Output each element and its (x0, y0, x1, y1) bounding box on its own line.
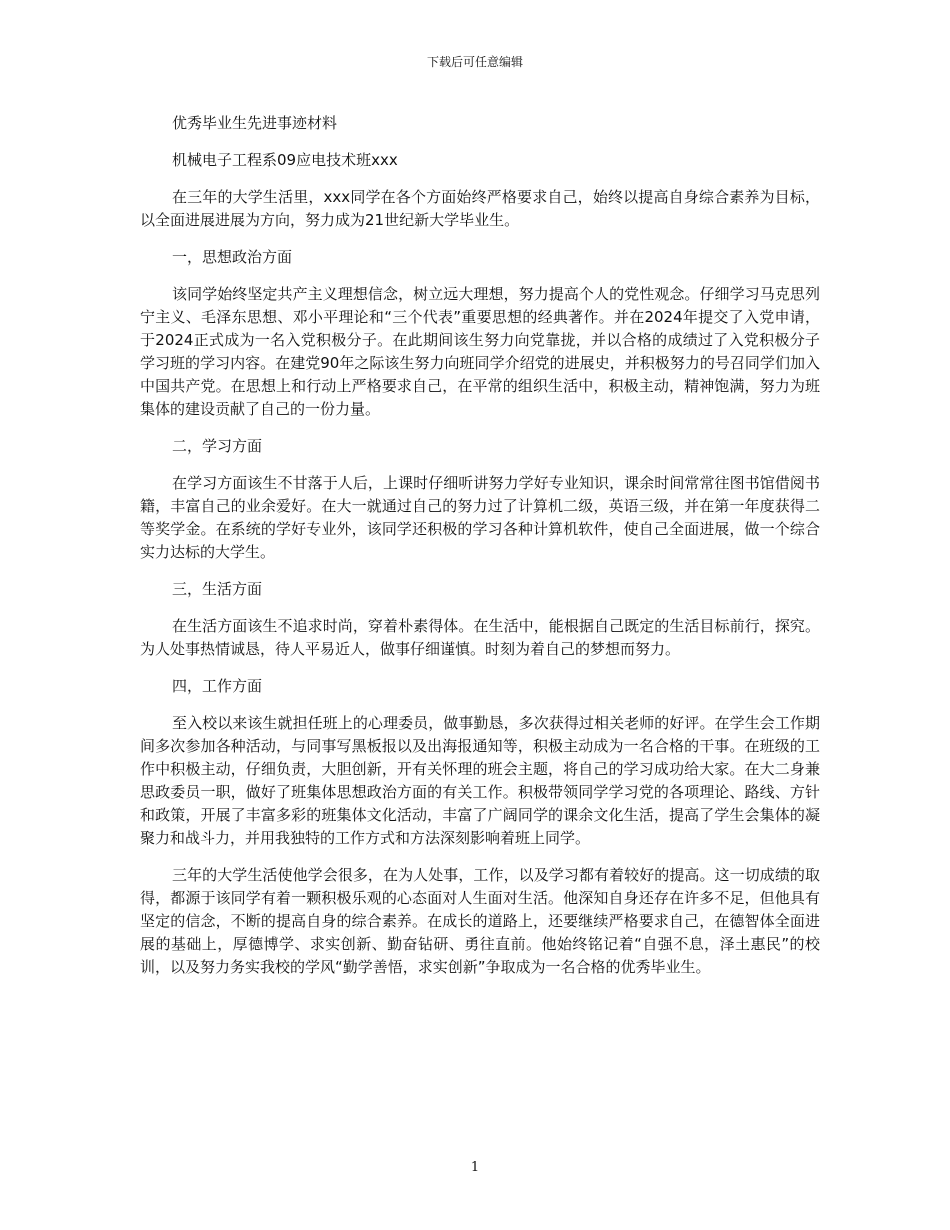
section-text-study: 在学习方面该生不甘落于人后，上课时仔细听讲努力学好专业知识，课余时间常常往图书馆借阅书籍，丰富自己的业余爱好。在大一就通过自己的努力过了计算机二级，英语三级，并在第一年度获得二等奖学金。在系统的学好专业外，该同学还积极的学习各种计算机软件，使自己全面进展，做一个综合实力达标的大学生。 (140, 474, 820, 561)
conclusion-paragraph: 三年的大学生活使他学会很多，在为人处事，工作，以及学习都有着较好的提高。这一切成绩的取得，都源于该同学有着一颗积极乐观的心态面对人生面对生活。他深知自身还存在许多不足，但他具有坚定的信念，不断的提高自身的综合素养。在成长的道路上，还要继续严格要求自己，在德智体全面进展的基础上，厚德博学、求实创新、勤奋钻研、勇往直前。他始终铭记着“自强不息，泽土惠民”的校训，以及努力务实我校的学风“勤学善悟，求实创新”争取成为一名合格的优秀毕业生。 (140, 866, 820, 976)
section-text-politics: 该同学始终坚定共产主义理想信念，树立远大理想，努力提高个人的党性观念。仔细学习马克思列宁主义、毛泽东思想、邓小平理论和“三个代表”重要思想的经典著作。并在2024年提交了入党申请，于2024正式成为一名入党积极分子。在此期间该生努力向党靠拢，并以合格的成绩过了入党积极分子学习班的学习内容。在建党90年之际该生努力向班同学介绍党的进展史，并积极努力的号召同学们加入中国共产党。在思想上和行动上严格要求自己，在平常的组织生活中，积极主动，精神饱满，努力为班集体的建设贡献了自己的一份力量。 (140, 285, 820, 418)
section-heading-politics: 一，思想政治方面 (172, 248, 293, 266)
section-heading-life: 三，生活方面 (172, 580, 263, 598)
page-number: 1 (470, 1160, 480, 1175)
section-heading-study: 二，学习方面 (172, 437, 263, 455)
document-title: 优秀毕业生先进事迹材料 (172, 114, 338, 132)
document-body (140, 112, 820, 993)
section-text-life: 在生活方面该生不追求时尚，穿着朴素得体。在生活中，能根据自己既定的生活目标前行，探究。为人处事热情诚恳，待人平易近人，做事仔细谨慎。时刻为着自己的梦想而努力。 (140, 617, 820, 658)
document-subtitle: 机械电子工程系09应电技术班xxx (172, 151, 398, 169)
section-heading-work: 四，工作方面 (172, 677, 263, 695)
intro-paragraph: 在三年的大学生活里，xxx同学在各个方面始终严格要求自己，始终以提高自身综合素养为目标，以全面进展进展为方向，努力成为21世纪新大学毕业生。 (140, 188, 820, 229)
page-header-note: 下载后可任意编辑 (426, 55, 523, 69)
section-text-work: 至入校以来该生就担任班上的心理委员，做事勤恳，多次获得过相关老师的好评。在学生会工作期间多次参加各种活动，与同事写黑板报以及出海报通知等，积极主动成为一名合格的干事。在班级的工作中积极主动，仔细负责，大胆创新，开有关怀理的班会主题，将自己的学习成功给大家。在大二身兼思政委员一职，做好了班集体思想政治方面的有关工作。积极带领同学学习党的各项理论、路线、方针和政策，开展了丰富多彩的班集体文化活动，丰富了广阔同学的课余文化生活，提高了学生会集体的凝聚力和战斗力，并用我独特的工作方式和方法深刻影响着班上同学。 (140, 714, 820, 847)
